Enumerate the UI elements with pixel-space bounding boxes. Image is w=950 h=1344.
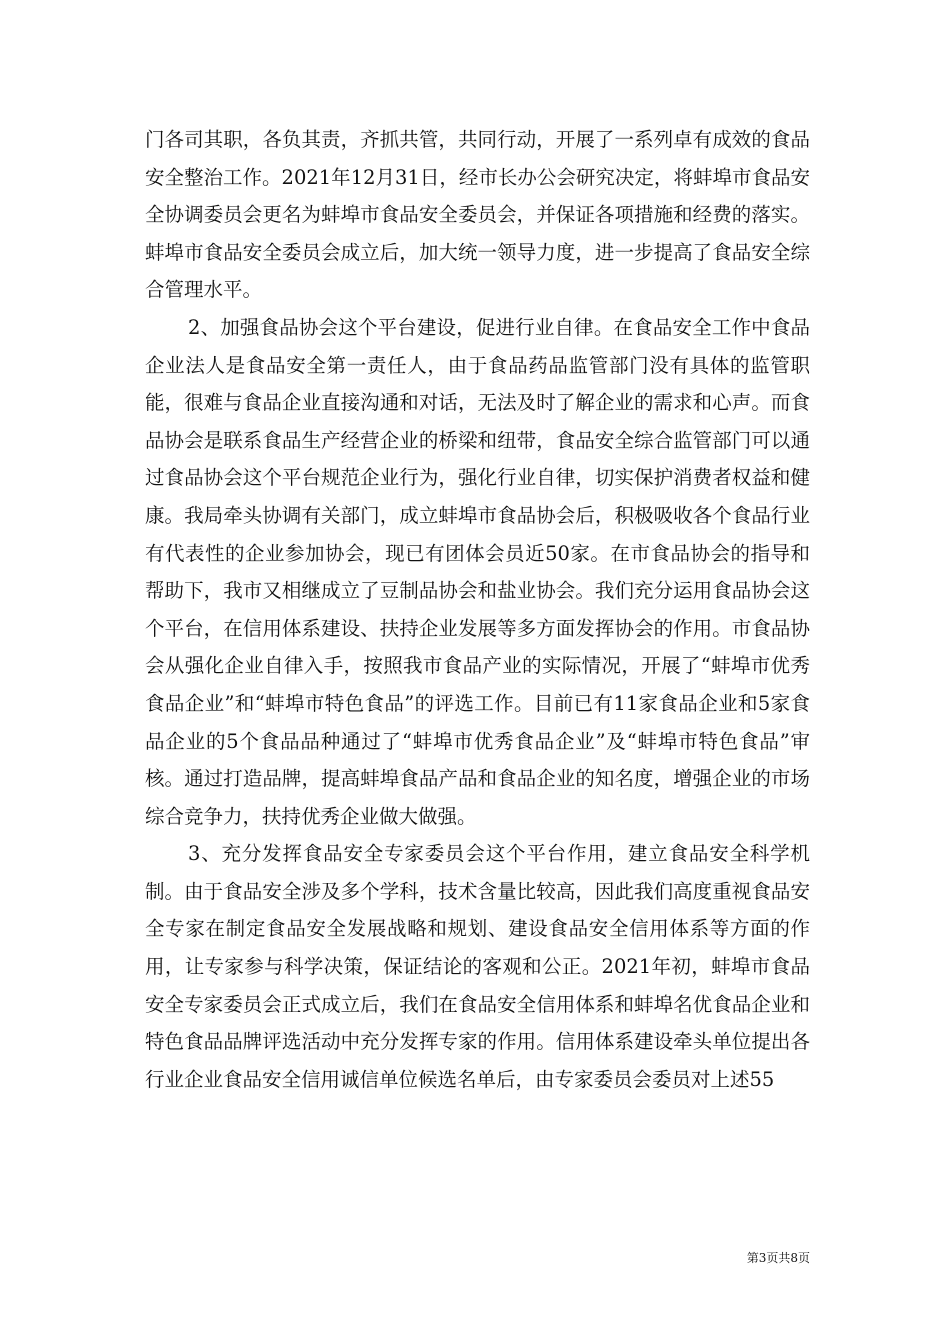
paragraph-food-association: 2、加强食品协会这个平台建设，促进行业自律。在食品安全工作中食品企业法人是食品安全第一责任人，由于食品药品监管部门没有具体的监管职能，很难与食品企业直接沟通和对话，无法及时了解企业的需求和心声。而食品协会是联系食品生产经营企业的桥梁和纽带，食品安全综合监管部门可以通过食品协会这个平台规范企业行为，强化行业自律，切实保护消费者权益和健康。我局牵头协调有关部门，成立蚌埠市食品协会后，积极吸收各个食品行业有代表性的企业参加协会，现已有团体会员近50家。在市食品协会的指导和帮助下，我市又相继成立了豆制品协会和盐业协会。我们充分运用食品协会这个平台，在信用体系建设、扶持企业发展等多方面发挥协会的作用。市食品协会从强化企业自律入手，按照我市食品产业的实际情况，开展了“蚌埠市优秀食品企业”和“蚌埠市特色食品”的评选工作。目前已有11家食品企业和5家食品企业的5个食品品种通过了“蚌埠市优秀食品企业”及“蚌埠市特色食品”审核。通过打造品牌，提高蚌埠食品产品和食品企业的知名度，增强企业的市场综合竞争力，扶持优秀企业做大做强。: [145, 315, 810, 828]
page-number-footer: 第3页共8页: [746, 1251, 810, 1265]
paragraph-expert-committee: 3、充分发挥食品安全专家委员会这个平台作用，建立食品安全科学机制。由于食品安全涉及多个学科，技术含量比较高，因此我们高度重视食品安全专家在制定食品安全发展战略和规划、建设食品安全信用体系等方面的作用，让专家参与科学决策，保证结论的客观和公正。2021年初，蚌埠市食品安全专家委员会正式成立后，我们在食品安全信用体系和蚌埠名优食品企业和特色食品品牌评选活动中充分发挥专家的作用。信用体系建设牵头单位提出各行业企业食品安全信用诚信单位候选名单后，由专家委员会委员对上述55: [145, 842, 810, 1091]
paragraph-continued: 门各司其职，各负其责，齐抓共管，共同行动，开展了一系列卓有成效的食品安全整治工作。2021年12月31日，经市长办公会研究决定，将蚌埠市食品安全协调委员会更名为蚌埠市食品安全委员会，并保证各项措施和经费的落实。蚌埠市食品安全委员会成立后，加大统一领导力度，进一步提高了食品安全综合管理水平。: [145, 128, 810, 302]
document-body: [145, 121, 810, 1098]
